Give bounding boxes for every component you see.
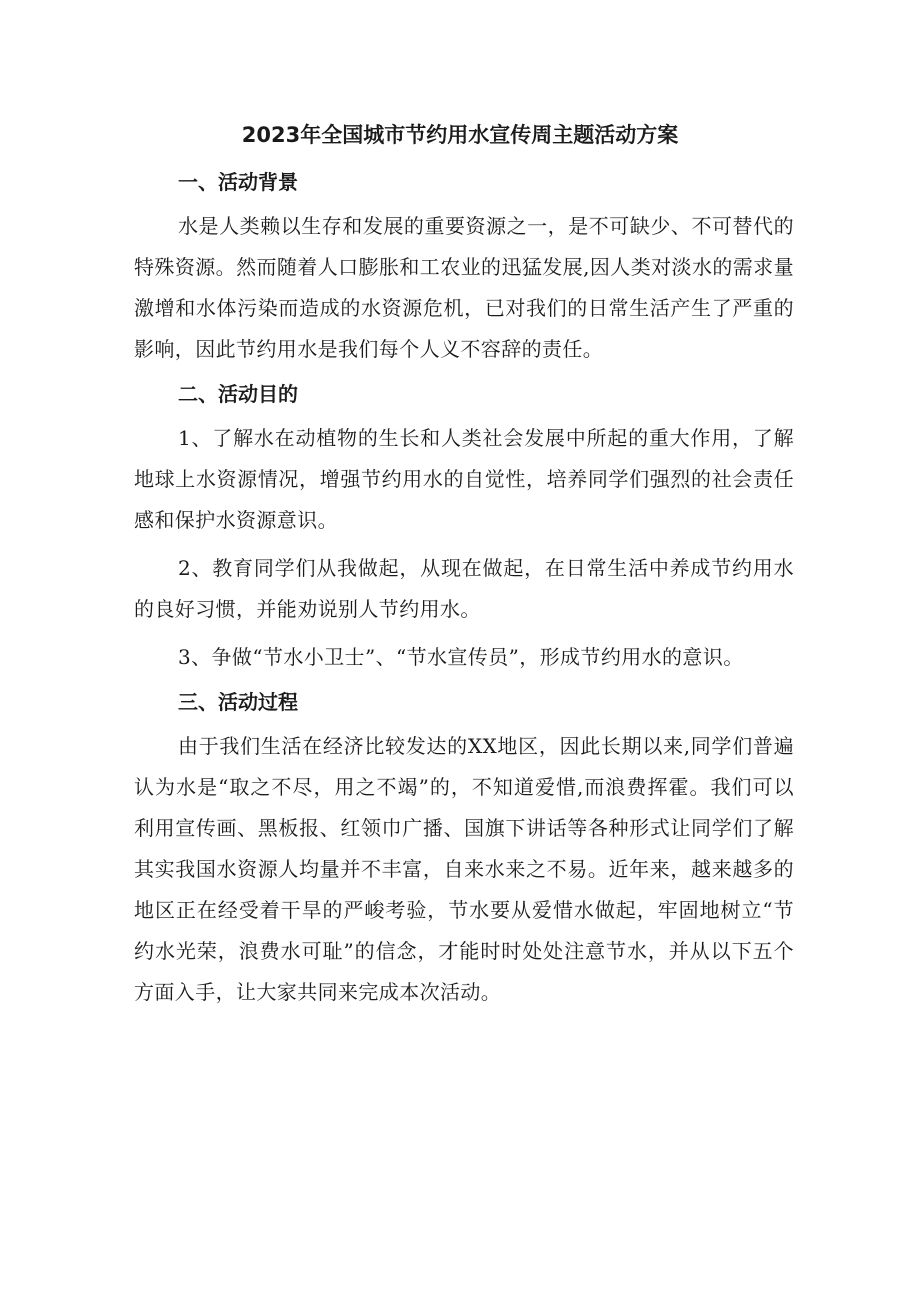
- section-heading: 二、活动目的: [178, 382, 298, 406]
- document-body: [134, 165, 794, 1020]
- section-process: [134, 685, 794, 1013]
- section-heading: 一、活动背景: [178, 170, 298, 194]
- paragraph: 3、争做“节水小卫士”、“节水宣传员”，形成节约用水的意识。: [178, 645, 744, 669]
- paragraph: 水是人类赖以生存和发展的重要资源之一，是不可缺少、不可替代的特殊资源。然而随着人口膨胀和工农业的迅猛发展,因人类对淡水的需求量激增和水体污染而造成的水资源危机，已对我们的日常生活产生了严重的影响，因此节约用水是我们每个人义不容辞的责任。: [134, 214, 794, 361]
- paragraph: 由于我们生活在经济比较发达的XX地区，因此长期以来,同学们普遍认为水是“取之不尽，用之不竭”的，不知道爱惜,而浪费挥霍。我们可以利用宣传画、黑板报、红领巾广播、国旗下讲话等各种形式让同学们了解其实我国水资源人均量并不丰富，自来水来之不易。近年来，越来越多的地区正在经受着干旱的严峻考验，节水要从爱惜水做起，牢固地树立“节约水光荣，浪费水可耻”的信念，才能时时处处注意节水，并从以下五个方面入手，让大家共同来完成本次活动。: [134, 734, 794, 1004]
- paragraph: 2、教育同学们从我做起，从现在做起，在日常生活中养成节约用水的良好习惯，并能劝说别人节约用水。: [134, 556, 794, 621]
- document-title: 2023年全国城市节约用水宣传周主题活动方案: [241, 123, 679, 147]
- section-background: [134, 165, 794, 370]
- section-heading: 三、活动过程: [178, 690, 298, 714]
- paragraph: 1、了解水在动植物的生长和人类社会发展中所起的重大作用，了解地球上水资源情况，增强节约用水的自觉性，培养同学们强烈的社会责任感和保护水资源意识。: [134, 426, 794, 532]
- section-purpose: [134, 377, 794, 678]
